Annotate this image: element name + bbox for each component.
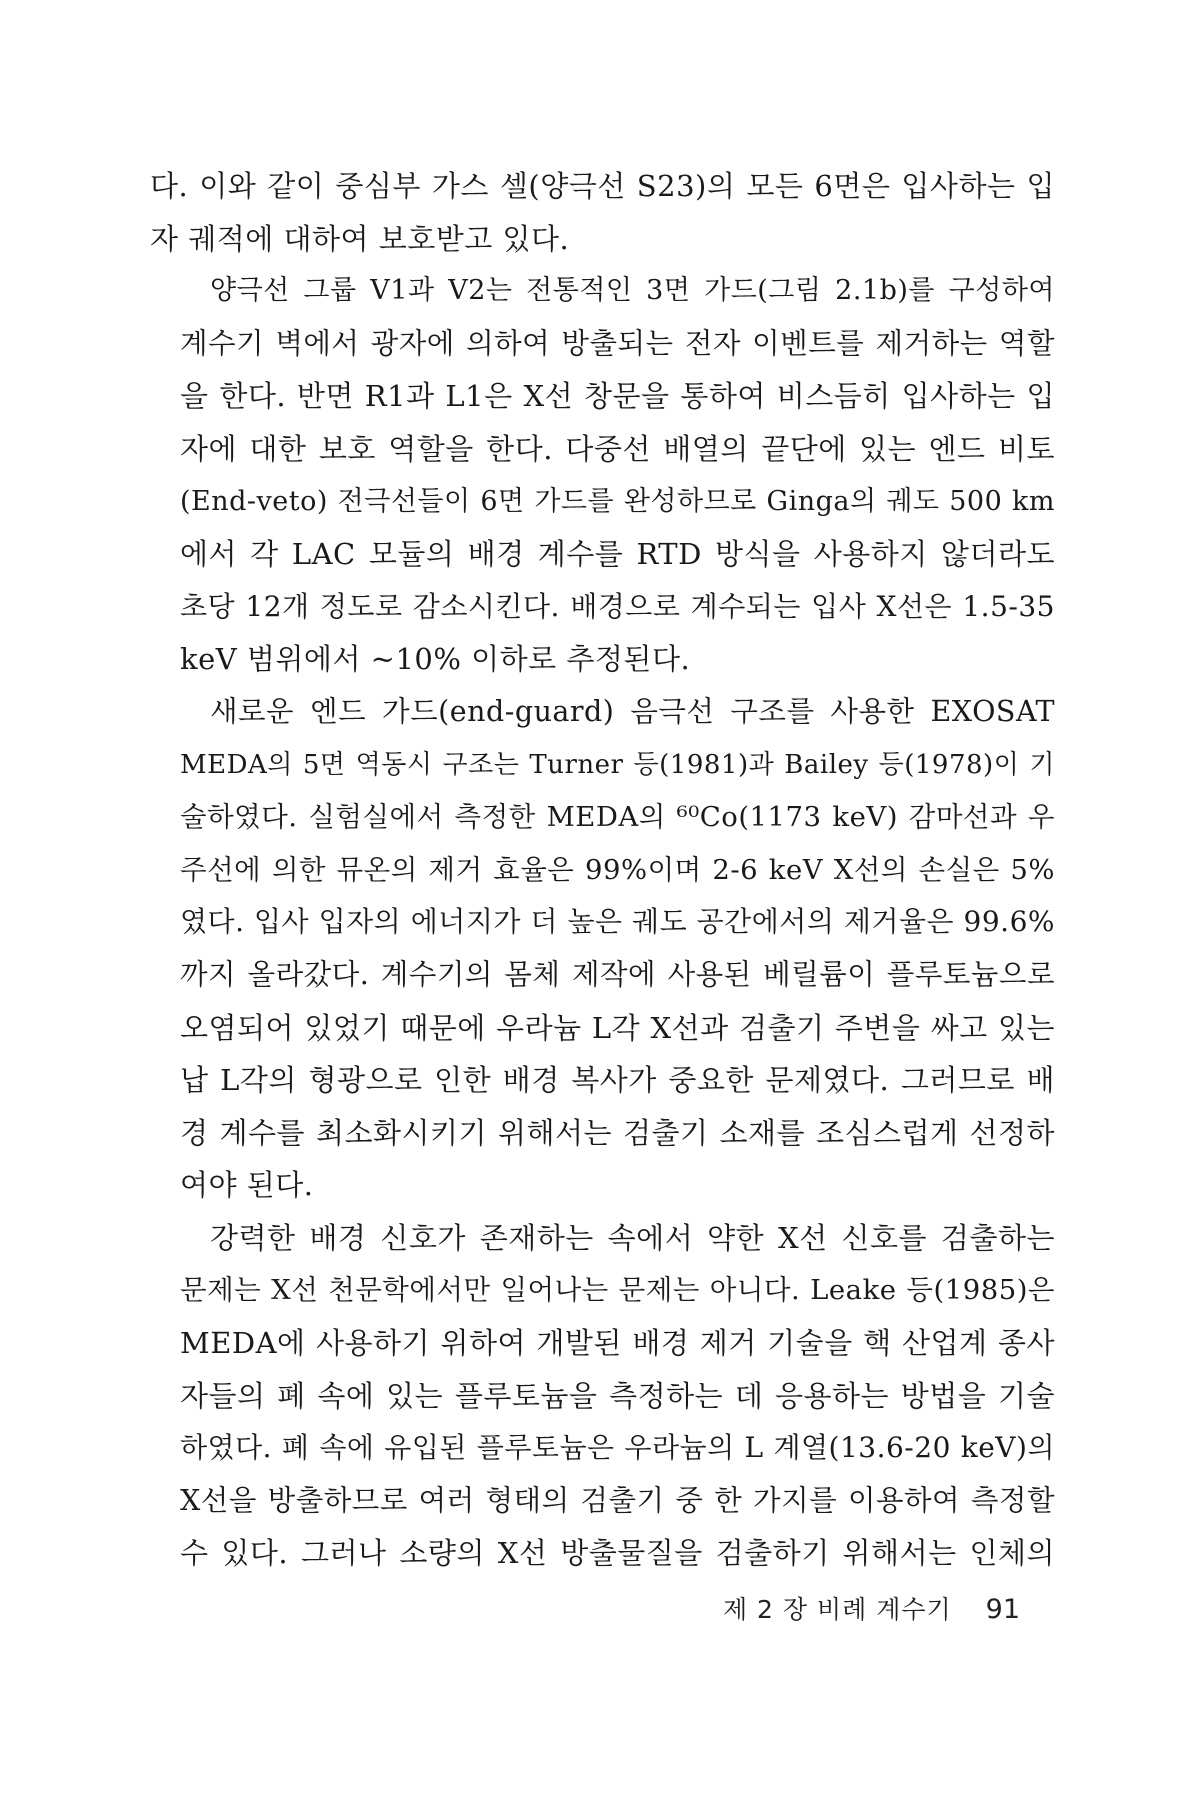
page-number: 91 [985,1594,1020,1625]
text-line: 자에 대한 보호 역할을 한다. 다중선 배열의 끝단에 있는 엔드 비토 [180,431,1055,466]
paragraph [150,686,1055,1212]
text-line: 여야 된다. [180,1168,314,1203]
text-line: (End-veto) 전극선들이 6면 가드를 완성하므로 Ginga의 궤도 500 km [180,485,1055,517]
text-line: 였다. 입사 입자의 에너지가 더 높은 궤도 공간에서의 제거율은 99.6% [180,905,1055,939]
body-text [150,160,1055,1580]
text-line: X선을 방출하므로 여러 형태의 검출기 중 한 가지를 이용하여 측정할 [180,1483,1055,1517]
text-line: MEDA에 사용하기 위하여 개발된 배경 제거 기술을 핵 산업계 종사 [180,1326,1055,1361]
text-line: 다. 이와 같이 중심부 가스 셀(양극선 S23)의 모든 6면은 입사하는 입 [150,169,1055,203]
text-line: 양극선 그룹 V1과 V2는 전통적인 3면 가드(그림 2.1b)를 구성하여 [210,275,1055,307]
page-footer [723,1590,1020,1626]
text-line: 납 L각의 형광으로 인한 배경 복사가 중요한 문제였다. 그러므로 배 [180,1063,1055,1098]
text-line: keV 범위에서 ~10% 이하로 추정된다. [180,642,691,677]
text-line: 문제는 X선 천문학에서만 일어나는 문제는 아니다. Leake 등(1985)은 [180,1274,1055,1307]
text-line: 경 계수를 최소화시키기 위해서는 검출기 소재를 조심스럽게 선정하 [180,1115,1055,1150]
text-line: 하였다. 폐 속에 유입된 플루토늄은 우라늄의 L 계열(13.6-20 keV)의 [180,1431,1055,1465]
text-line: 계수기 벽에서 광자에 의하여 방출되는 전자 이벤트를 제거하는 역할 [180,326,1055,360]
text-line: 술하였다. 실험실에서 측정한 MEDA의 ⁶⁰Co(1173 keV) 감마선과 우 [180,801,1055,834]
text-line: 까지 올라갔다. 계수기의 몸체 제작에 사용된 베릴륨이 플루토늄으로 [180,957,1055,991]
text-line: 에서 각 LAC 모듈의 배경 계수를 RTD 방식을 사용하지 않더라도 [180,537,1055,572]
paragraph [150,265,1055,686]
paragraph [150,1212,1055,1580]
text-line: 수 있다. 그러나 소량의 X선 방출물질을 검출하기 위해서는 인체의 [180,1536,1055,1571]
text-line: 자 궤적에 대하여 보호받고 있다. [150,221,570,256]
text-line: 초당 12개 정도로 감소시킨다. 배경으로 계수되는 입사 X선은 1.5-35 [180,589,1055,623]
text-line: MEDA의 5면 역동시 구조는 Turner 등(1981)과 Bailey 등(1978)이 기 [180,749,1055,780]
text-line: 강력한 배경 신호가 존재하는 속에서 약한 X선 신호를 검출하는 [210,1220,1055,1255]
running-footer-chapter: 제 2 장 비례 계수기 [722,1595,952,1624]
text-line: 주선에 의한 뮤온의 제거 효율은 99%이며 2-6 keV X선의 손실은 5% [180,853,1055,886]
text-line: 자들의 폐 속에 있는 플루토늄을 측정하는 데 응용하는 방법을 기술 [180,1378,1055,1413]
text-line: 오염되어 있었기 때문에 우라늄 L각 X선과 검출기 주변을 싸고 있는 [180,1010,1055,1045]
text-line: 을 한다. 반면 R1과 L1은 X선 창문을 통하여 비스듬히 입사하는 입 [180,379,1055,414]
paragraph [150,160,1055,265]
text-line: 새로운 엔드 가드(end-guard) 음극선 구조를 사용한 EXOSAT [210,694,1055,728]
